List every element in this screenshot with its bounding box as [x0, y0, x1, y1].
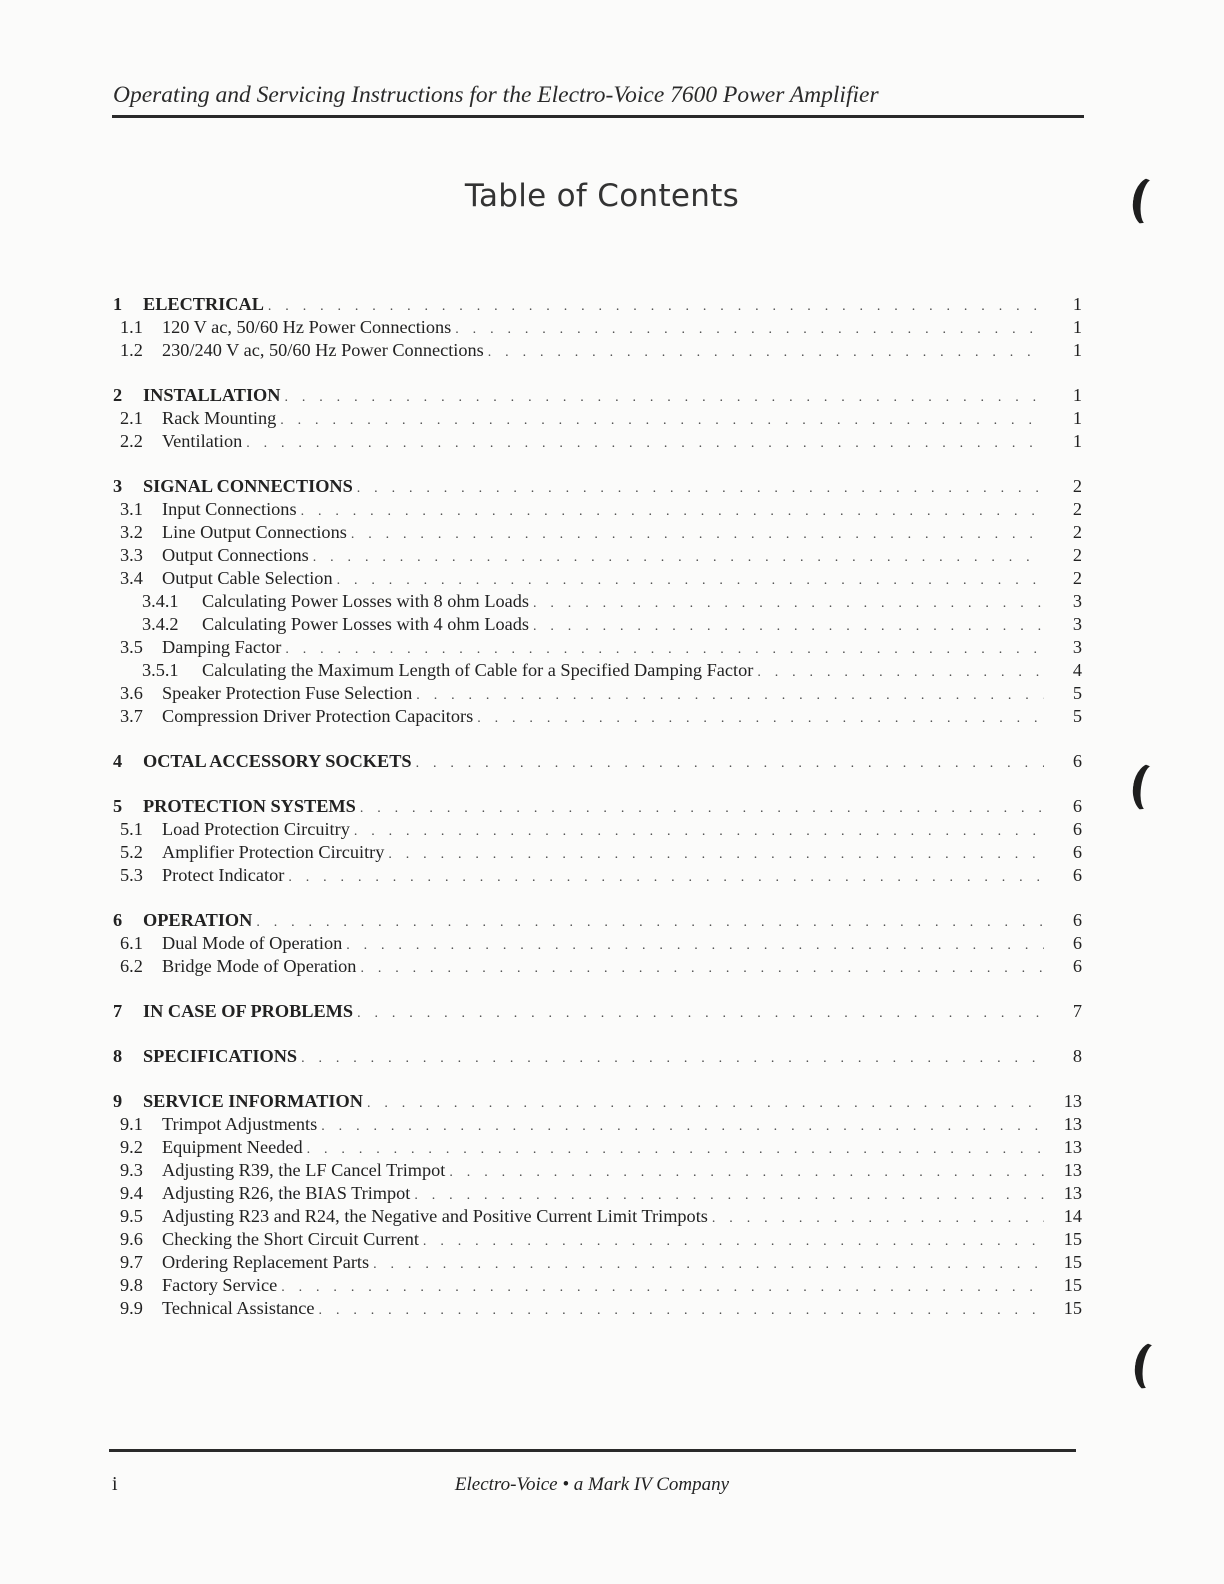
toc-entry[interactable]	[112, 705, 1082, 728]
toc-entry-page: 5	[1072, 706, 1082, 726]
dot-leader	[313, 546, 1044, 569]
toc-entry-page: 15	[1063, 1298, 1082, 1318]
toc-entry-label: Compression Driver Protection Capacitors	[162, 706, 474, 726]
toc-entry[interactable]	[112, 841, 1082, 864]
toc-entry-label: Technical Assistance	[162, 1298, 315, 1318]
toc-entry-label: 230/240 V ac, 50/60 Hz Power Connections	[162, 340, 484, 360]
footer-company: Electro-Voice • a Mark IV Company	[454, 1474, 730, 1495]
toc-entry-number: 2.2	[120, 431, 143, 451]
toc-entry[interactable]	[112, 750, 1082, 773]
dot-leader	[280, 409, 1044, 432]
toc-entry-label: Calculating Power Losses with 4 ohm Loads	[202, 614, 529, 634]
toc-entry[interactable]	[112, 932, 1082, 955]
dot-leader	[757, 661, 1044, 684]
dot-leader	[455, 318, 1044, 341]
toc-entry-number: 9.4	[120, 1183, 143, 1203]
toc-entry[interactable]	[112, 1000, 1082, 1023]
toc-entry[interactable]	[112, 1297, 1082, 1320]
toc-entry-page: 1	[1072, 294, 1082, 314]
toc-entry[interactable]	[112, 1228, 1082, 1251]
toc-entry-page: 4	[1072, 660, 1082, 680]
dot-leader	[367, 1092, 1044, 1115]
dot-leader	[284, 386, 1044, 409]
toc-entry-number: 9.3	[120, 1160, 143, 1180]
toc-entry[interactable]	[112, 1274, 1082, 1297]
toc-entry-label: 120 V ac, 50/60 Hz Power Connections	[162, 317, 452, 337]
toc-entry[interactable]	[112, 636, 1082, 659]
toc-entry[interactable]	[112, 384, 1082, 407]
toc-entry-label: Speaker Protection Fuse Selection	[162, 683, 413, 703]
toc-entry-label: Adjusting R23 and R24, the Negative and Positive Current Limit Trimpots	[162, 1206, 708, 1226]
dot-leader	[477, 707, 1044, 730]
toc-entry-number: 9.9	[120, 1298, 143, 1318]
toc-section	[112, 909, 1082, 978]
toc-entry-page: 13	[1063, 1091, 1082, 1111]
toc-entry-label: Input Connections	[162, 499, 297, 519]
toc-entry[interactable]	[112, 567, 1082, 590]
toc-entry[interactable]	[112, 909, 1082, 932]
toc-entry-label: Checking the Short Circuit Current	[162, 1229, 419, 1249]
binder-hole-middle	[1130, 761, 1171, 815]
dot-leader	[533, 615, 1044, 638]
toc-entry-label: Dual Mode of Operation	[162, 933, 343, 953]
toc-entry-page: 6	[1072, 933, 1082, 953]
toc-section	[112, 750, 1082, 773]
toc-entry[interactable]	[112, 339, 1082, 362]
toc-entry-number: 6.2	[120, 956, 143, 976]
dot-leader	[360, 957, 1044, 980]
toc-entry-page: 15	[1063, 1252, 1082, 1272]
toc-entry[interactable]	[112, 1182, 1082, 1205]
toc-entry-number: 3.4.2	[142, 614, 179, 634]
toc-entry[interactable]	[112, 795, 1082, 818]
toc-entry-page: 15	[1063, 1275, 1082, 1295]
toc-entry-page: 1	[1072, 408, 1082, 428]
toc-entry[interactable]	[112, 818, 1082, 841]
toc-entry-number: 8	[113, 1046, 123, 1066]
toc-entry-page: 13	[1063, 1114, 1082, 1134]
toc-entry-page: 15	[1063, 1229, 1082, 1249]
toc-entry[interactable]	[112, 1136, 1082, 1159]
toc-entry-number: 1.2	[120, 340, 143, 360]
toc-entry-number: 7	[113, 1001, 123, 1021]
dot-leader	[712, 1207, 1044, 1230]
toc-entry-label: SIGNAL CONNECTIONS	[143, 476, 353, 496]
toc-entry-number: 6	[113, 910, 123, 930]
toc-entry-number: 2	[113, 385, 123, 405]
toc-section	[112, 1000, 1082, 1023]
toc-entry-page: 7	[1072, 1001, 1082, 1021]
toc-entry-label: Bridge Mode of Operation	[162, 956, 357, 976]
toc-entry-page: 2	[1072, 568, 1082, 588]
toc-entry-page: 3	[1072, 614, 1082, 634]
dot-leader	[360, 797, 1044, 820]
toc-entry[interactable]	[112, 590, 1082, 613]
header-rule	[112, 115, 1084, 118]
toc-entry-page: 3	[1072, 637, 1082, 657]
dot-leader	[357, 477, 1044, 500]
toc-entry[interactable]	[112, 682, 1082, 705]
toc-entry-label: Output Cable Selection	[162, 568, 333, 588]
dot-leader	[281, 1276, 1044, 1299]
toc-entry-number: 5.1	[120, 819, 143, 839]
toc-entry[interactable]	[112, 613, 1082, 636]
dot-leader	[488, 341, 1044, 364]
dot-leader	[354, 820, 1044, 843]
toc-entry[interactable]	[112, 430, 1082, 453]
dot-leader	[256, 911, 1044, 934]
toc-entry-number: 9.1	[120, 1114, 143, 1134]
toc-entry-page: 6	[1072, 910, 1082, 930]
toc-entry-number: 3.1	[120, 499, 143, 519]
dot-leader	[414, 1184, 1044, 1207]
toc-entry[interactable]	[112, 1159, 1082, 1182]
footer-page-number: i	[112, 1473, 118, 1495]
toc-entry-page: 1	[1072, 340, 1082, 360]
toc-entry-label: Calculating the Maximum Length of Cable for a Specified Damping Factor	[202, 660, 754, 680]
toc-entry[interactable]	[112, 407, 1082, 430]
toc-entry-label: Calculating Power Losses with 8 ohm Loads	[202, 591, 529, 611]
dot-leader	[301, 1047, 1044, 1070]
running-header: Operating and Servicing Instructions for the Electro-Voice 7600 Power Amplifier	[113, 82, 879, 108]
toc-entry-page: 6	[1072, 819, 1082, 839]
page-title: Table of Contents	[464, 178, 740, 214]
toc-entry[interactable]	[112, 544, 1082, 567]
toc-entry-page: 3	[1072, 591, 1082, 611]
toc-entry-page: 6	[1072, 796, 1082, 816]
toc-entry-number: 5.3	[120, 865, 143, 885]
toc-entry-number: 9.8	[120, 1275, 143, 1295]
toc-section	[112, 475, 1082, 728]
dot-leader	[246, 432, 1044, 455]
toc-entry[interactable]	[112, 498, 1082, 521]
toc-entry[interactable]	[112, 293, 1082, 316]
toc-entry[interactable]	[112, 955, 1082, 978]
toc-entry-page: 14	[1063, 1206, 1082, 1226]
toc-entry-number: 1	[113, 294, 123, 314]
toc-entry-label: Damping Factor	[162, 637, 282, 657]
toc-entry[interactable]	[112, 1205, 1082, 1228]
toc-entry-number: 3.2	[120, 522, 143, 542]
dot-leader	[268, 295, 1044, 318]
toc-entry-number: 3.4	[120, 568, 143, 588]
toc-entry-page: 2	[1072, 476, 1082, 496]
toc-entry-label: OCTAL ACCESSORY SOCKETS	[143, 751, 412, 771]
toc-entry-label: SERVICE INFORMATION	[143, 1091, 363, 1111]
toc-entry[interactable]	[112, 1113, 1082, 1136]
toc-entry-page: 5	[1072, 683, 1082, 703]
toc-entry-number: 3.7	[120, 706, 143, 726]
toc-entry-label: INSTALLATION	[143, 385, 281, 405]
dot-leader	[285, 638, 1044, 661]
toc-entry-label: Adjusting R39, the LF Cancel Trimpot	[162, 1160, 446, 1180]
toc-entry-page: 6	[1072, 842, 1082, 862]
toc-entry[interactable]	[112, 659, 1082, 682]
toc-section	[112, 1045, 1082, 1068]
toc-entry-page: 13	[1063, 1160, 1082, 1180]
toc-entry[interactable]	[112, 316, 1082, 339]
toc-entry[interactable]	[112, 1251, 1082, 1274]
toc-entry-label: Factory Service	[162, 1275, 278, 1295]
dot-leader	[301, 500, 1044, 523]
toc-entry-number: 5.2	[120, 842, 143, 862]
toc-entry-label: SPECIFICATIONS	[143, 1046, 298, 1066]
binder-hole-bottom	[1132, 1340, 1173, 1394]
dot-leader	[373, 1253, 1044, 1276]
toc-section	[112, 384, 1082, 453]
toc-entry-label: Output Connections	[162, 545, 309, 565]
toc-entry-number: 2.1	[120, 408, 143, 428]
footer-rule	[109, 1449, 1076, 1452]
toc-entry-label: PROTECTION SYSTEMS	[143, 796, 356, 816]
dot-leader	[416, 684, 1044, 707]
dot-leader	[321, 1115, 1044, 1138]
toc-entry-number: 3.5.1	[142, 660, 179, 680]
toc-entry-number: 9.6	[120, 1229, 143, 1249]
toc-entry-label: Equipment Needed	[162, 1137, 303, 1157]
toc-entry-page: 13	[1063, 1137, 1082, 1157]
dot-leader	[337, 569, 1044, 592]
dot-leader	[288, 866, 1044, 889]
toc-entry[interactable]	[112, 864, 1082, 887]
dot-leader	[351, 523, 1044, 546]
dot-leader	[319, 1299, 1044, 1322]
toc-entry-number: 9.7	[120, 1252, 143, 1272]
dot-leader	[307, 1138, 1044, 1161]
toc-entry-page: 6	[1072, 865, 1082, 885]
toc-entry-label: ELECTRICAL	[143, 294, 264, 314]
toc-entry-page: 13	[1063, 1183, 1082, 1203]
toc-entry-number: 3.3	[120, 545, 143, 565]
toc-entry-number: 3.4.1	[142, 591, 179, 611]
toc-entry-label: Trimpot Adjustments	[162, 1114, 318, 1134]
toc-entry[interactable]	[112, 521, 1082, 544]
toc-entry-label: Amplifier Protection Circuitry	[162, 842, 385, 862]
toc-entry-page: 2	[1072, 545, 1082, 565]
dot-leader	[388, 843, 1044, 866]
toc-entry-number: 3.6	[120, 683, 143, 703]
dot-leader	[357, 1002, 1044, 1025]
toc-entry-label: Ordering Replacement Parts	[162, 1252, 370, 1272]
toc-entry-page: 1	[1072, 431, 1082, 451]
toc-entry-page: 1	[1072, 385, 1082, 405]
toc-entry-page: 1	[1072, 317, 1082, 337]
toc-entry-label: Ventilation	[162, 431, 243, 451]
dot-leader	[533, 592, 1044, 615]
toc-entry-number: 9.2	[120, 1137, 143, 1157]
dot-leader	[346, 934, 1044, 957]
toc-entry-label: Line Output Connections	[162, 522, 347, 542]
dot-leader	[449, 1161, 1044, 1184]
toc-entry-number: 9.5	[120, 1206, 143, 1226]
toc-entry-number: 9	[113, 1091, 123, 1111]
dot-leader	[416, 752, 1044, 775]
table-of-contents	[112, 293, 1082, 1342]
toc-entry[interactable]	[112, 1090, 1082, 1113]
toc-entry-label: Load Protection Circuitry	[162, 819, 350, 839]
toc-entry-label: Adjusting R26, the BIAS Trimpot	[162, 1183, 411, 1203]
toc-entry-page: 2	[1072, 499, 1082, 519]
toc-section	[112, 795, 1082, 887]
toc-section	[112, 1090, 1082, 1320]
toc-entry-page: 2	[1072, 522, 1082, 542]
toc-entry-label: Protect Indicator	[162, 865, 285, 885]
toc-entry-number: 3.5	[120, 637, 143, 657]
toc-entry-number: 6.1	[120, 933, 143, 953]
toc-entry-page: 8	[1072, 1046, 1082, 1066]
toc-entry-label: IN CASE OF PROBLEMS	[143, 1001, 354, 1021]
toc-entry-label: OPERATION	[143, 910, 253, 930]
toc-entry-number: 5	[113, 796, 123, 816]
toc-entry[interactable]	[112, 1045, 1082, 1068]
toc-entry[interactable]	[112, 475, 1082, 498]
toc-entry-page: 6	[1072, 751, 1082, 771]
toc-section	[112, 293, 1082, 362]
toc-entry-label: Rack Mounting	[162, 408, 277, 428]
toc-entry-number: 1.1	[120, 317, 143, 337]
toc-entry-number: 3	[113, 476, 123, 496]
toc-entry-number: 4	[113, 751, 123, 771]
toc-entry-page: 6	[1072, 956, 1082, 976]
dot-leader	[423, 1230, 1044, 1253]
